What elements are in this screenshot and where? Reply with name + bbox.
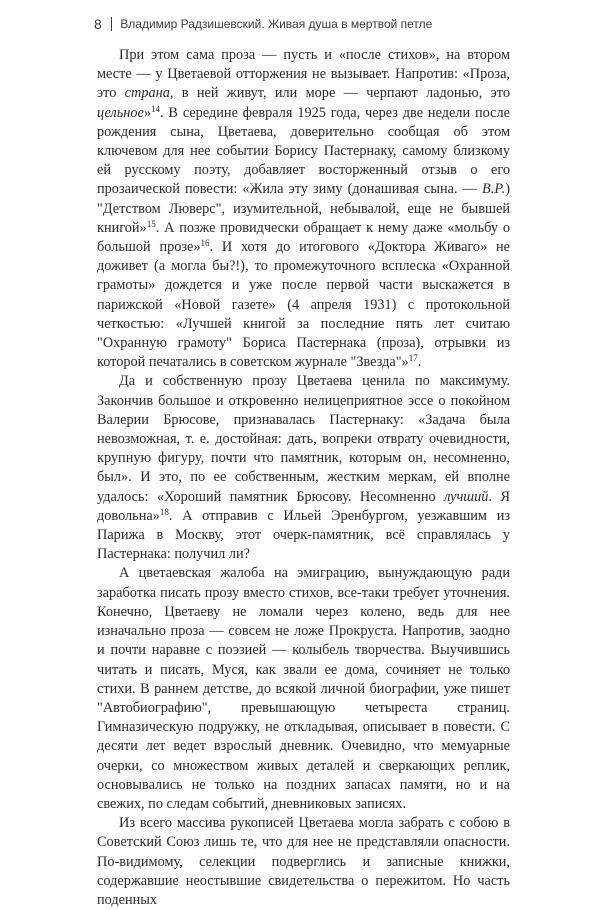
text-run: . А позже провидчески обращает к нему даже «мольбу о большой прозе»: [97, 219, 510, 256]
running-header: [94, 16, 432, 32]
body-text: [97, 46, 510, 910]
footnote-ref: 17: [408, 353, 418, 364]
footnote-ref: 18: [159, 506, 169, 517]
text-run: При этом сама проза — пусть и «после стихов», на втором месте — у Цветаевой отторжения не вызывает. Напротив: «Проза, это: [97, 47, 510, 102]
paragraph: [97, 46, 510, 372]
paragraph: [97, 372, 510, 564]
text-run: .: [417, 354, 422, 371]
running-title: Владимир Радзишевский. Живая душа в мертвой петле: [120, 17, 433, 31]
text-run: . И хотя до итогового «Доктора Живаго» не доживет (а могла бы?!), то промежуточного всплеска «Охранной грамоты» дождется и уже после первой части выскажется в парижской «Новой газете» (4 апреля 1931) с протокольной четкостью: «Лучшей книгой за последние пять лет считаю "Охранную грамоту" Бориса Пастернака (проза), отрывки из которой печатались в советском журнале "Звезда"»: [97, 239, 510, 371]
text-run: А цветаевская жалоба на эмиграцию, вынуждающую ради заработка писать прозу вместо стихов, все-таки требует уточнения. Конечно, Цветаеву не ломали через колено, ведь для нее изначально проза — совсем не ложе Прокруста. Напротив, заодно и почти наравне с поэзией — колыбель творчества. Выучившись читать и писать, Муся, как звали ее дома, сочиняет не только стихи. В раннем детстве, до всякой личной биографии, уже пишет "Автобиографию", превышающую четыреста страниц. Гимназическую подружку, не откладывая, описывает в повести. С десяти лет ведет взрослый дневник. Очевидно, что мемуарные очерки, со множеством живых деталей и сверкающих реплик, основывались не только на поздних запасах памяти, но и на свежих, по следам событий, дневниковых записях.: [97, 565, 510, 812]
text-run: , в ней живут, или море — черпают ладонью, это: [169, 85, 510, 102]
footnote-ref: 15: [146, 218, 156, 229]
italic-text: страна: [124, 85, 170, 102]
paragraph: [97, 814, 510, 910]
header-divider: [111, 17, 113, 31]
italic-text: лучший: [444, 488, 489, 505]
text-run: Да и собственную прозу Цветаева ценила по максимуму. Закончив большое и откровенно нелицеприятное эссе о покойном Валерии Брюсове, признавалась Пастернаку: «Задача была невозможная, т. е. достойная: дать, вопреки отврату очевидности, крупную фигуру, почти что памятник, которым он, несомненно, был». И это, по ее собственным, жестким меркам, ей вполне удалось: «Хороший памятник Брюсову. Несомненно: [97, 373, 510, 505]
text-run: Из всего массива рукописей Цветаева могла забрать с собою в Советский Союз лишь те, что для нее не представляли опасности. По-видимому, селекции подверглись и записные книжки, содержавшие неостывшие свидетельства о пережитом. Но часть поденных: [97, 815, 510, 908]
footnote-ref: 14: [150, 103, 160, 114]
text-run: . А отправив с Ильей Эренбургом, уезжавшим из Парижа в Москву, этот очерк-памятник, всё справлялась у Пастернака: получил ли?: [97, 507, 510, 563]
footnote-ref: 16: [200, 238, 210, 249]
text-run: . В середине февраля 1925 года, через две недели после рождения сына, Цветаева, доверительно сообщая об этом ключевом для нее событии Борису Пастернаку, самому близкому ей русскому поэту, добавляет восторженный отзыв о его прозаической повести: «Жила эту зиму (донашивая сына. —: [97, 104, 510, 198]
paragraph: [97, 564, 510, 814]
text-run: »: [143, 104, 151, 121]
page-number: 8: [94, 16, 102, 32]
italic-text: цельное: [97, 104, 144, 121]
text-run: ) "Детством Люверс", изумительной, небывалой, еще не бывшей книгой»: [97, 181, 510, 236]
text-run: . Я довольна»: [97, 488, 510, 524]
italic-text: В.Р.: [482, 181, 506, 198]
